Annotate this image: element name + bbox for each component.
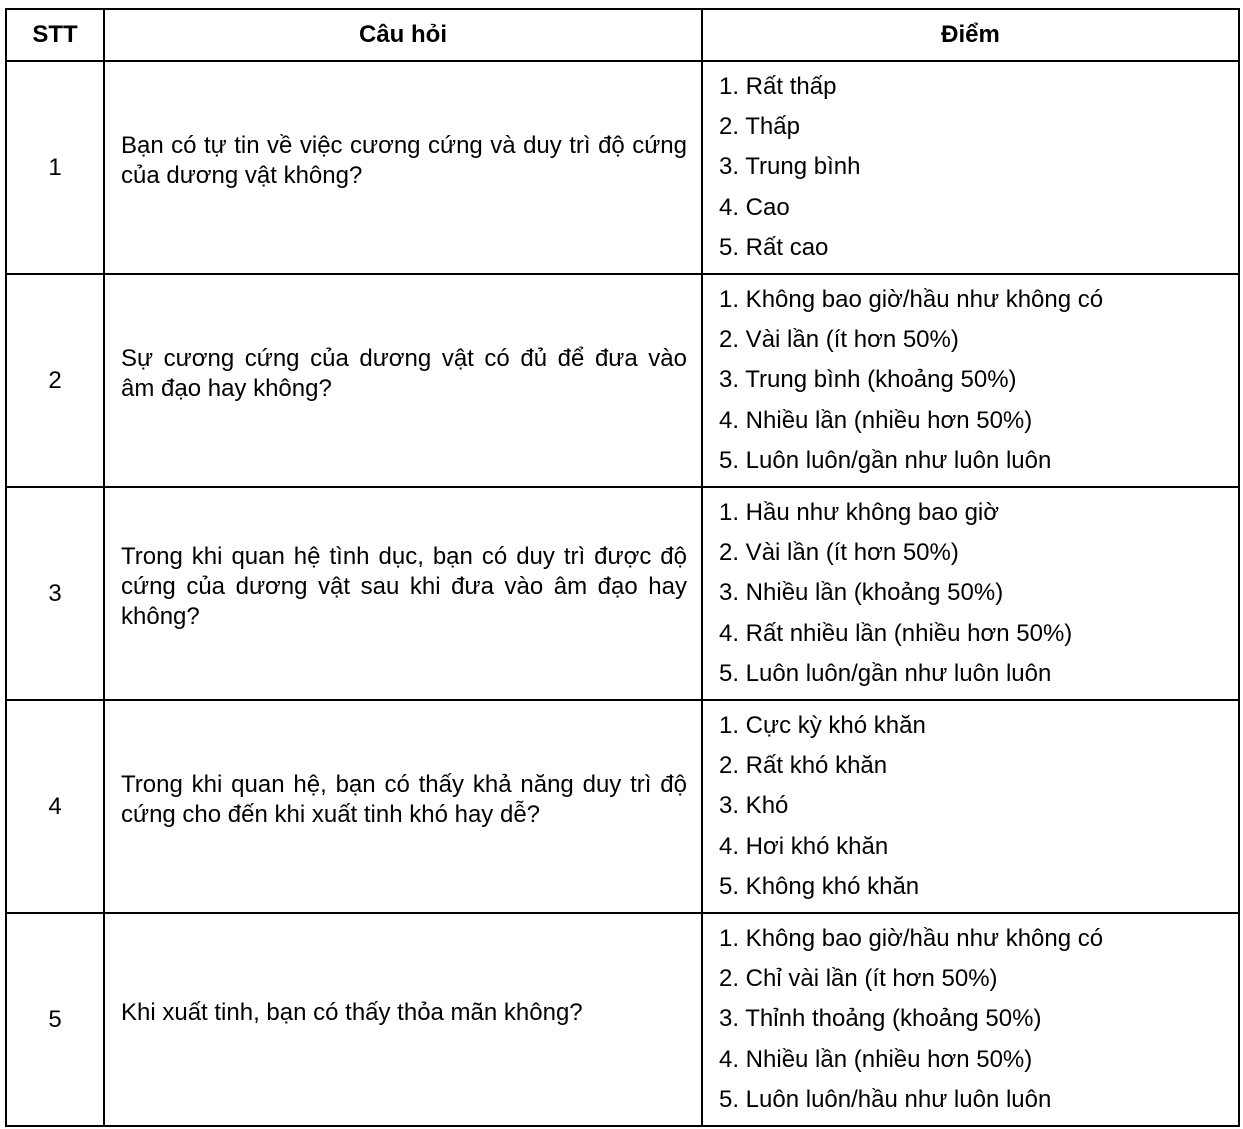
options-list [719,706,1228,907]
header-row [6,9,1239,61]
option-item: 5. Không khó khăn [719,872,920,900]
question-cell [104,274,702,487]
question-text: Bạn có tự tin về việc cương cứng và duy trì độ cứng của dương vật không? [121,131,687,189]
row-number: 1 [6,61,104,274]
question-text: Khi xuất tinh, bạn có thấy thỏa mãn không? [121,998,583,1026]
questionnaire-table [5,8,1240,1127]
options-cell [702,487,1239,700]
option-item: 2. Chỉ vài lần (ít hơn 50%) [719,965,998,993]
row-number: 3 [6,487,104,700]
option-item: 4. Cao [719,193,790,221]
header-question: Câu hỏi [104,9,702,61]
options-list [719,280,1228,481]
table-row [6,913,1239,1126]
header-stt: STT [6,9,104,61]
question-cell [104,61,702,274]
table-row [6,274,1239,487]
option-item: 4. Nhiều lần (nhiều hơn 50%) [719,406,1033,434]
option-item: 2. Thấp [719,113,800,141]
options-list [719,493,1228,694]
options-cell [702,913,1239,1126]
option-item: 5. Rất cao [719,233,829,261]
questionnaire-table-wrapper [5,8,1238,1127]
option-item: 5. Luôn luôn/gần như luôn luôn [719,446,1052,474]
question-text: Trong khi quan hệ tình dục, bạn có duy trì được độ cứng của dương vật sau khi đưa vào âm đạo hay không? [121,542,687,630]
option-item: 3. Khó [719,792,789,820]
table-row [6,487,1239,700]
question-cell [104,487,702,700]
question-cell [104,913,702,1126]
question-cell [104,700,702,913]
option-item: 3. Thỉnh thoảng (khoảng 50%) [719,1005,1042,1033]
option-item: 2. Vài lần (ít hơn 50%) [719,539,959,567]
option-item: 3. Trung bình (khoảng 50%) [719,366,1017,394]
option-item: 3. Nhiều lần (khoảng 50%) [719,579,1004,607]
options-list [719,67,1228,268]
option-item: 3. Trung bình [719,153,861,181]
option-item: 5. Luôn luôn/gần như luôn luôn [719,659,1052,687]
option-item: 1. Không bao giờ/hầu như không có [719,285,1104,313]
option-item: 1. Rất thấp [719,72,837,100]
header-score: Điểm [702,9,1239,61]
option-item: 4. Nhiều lần (nhiều hơn 50%) [719,1045,1033,1073]
option-item: 2. Rất khó khăn [719,752,888,780]
row-number: 5 [6,913,104,1126]
option-item: 2. Vài lần (ít hơn 50%) [719,326,959,354]
row-number: 4 [6,700,104,913]
options-list [719,919,1228,1120]
option-item: 4. Rất nhiều lần (nhiều hơn 50%) [719,619,1073,647]
table-row [6,700,1239,913]
options-cell [702,61,1239,274]
option-item: 1. Hầu như không bao giờ [719,498,999,526]
question-text: Sự cương cứng của dương vật có đủ để đưa vào âm đạo hay không? [121,344,687,402]
question-text: Trong khi quan hệ, bạn có thấy khả năng duy trì độ cứng cho đến khi xuất tinh khó hay dễ? [121,770,687,828]
options-cell [702,274,1239,487]
option-item: 4. Hơi khó khăn [719,832,889,860]
options-cell [702,700,1239,913]
option-item: 1. Cực kỳ khó khăn [719,711,926,739]
table-row [6,61,1239,274]
row-number: 2 [6,274,104,487]
option-item: 5. Luôn luôn/hầu như luôn luôn [719,1085,1052,1113]
option-item: 1. Không bao giờ/hầu như không có [719,924,1104,952]
